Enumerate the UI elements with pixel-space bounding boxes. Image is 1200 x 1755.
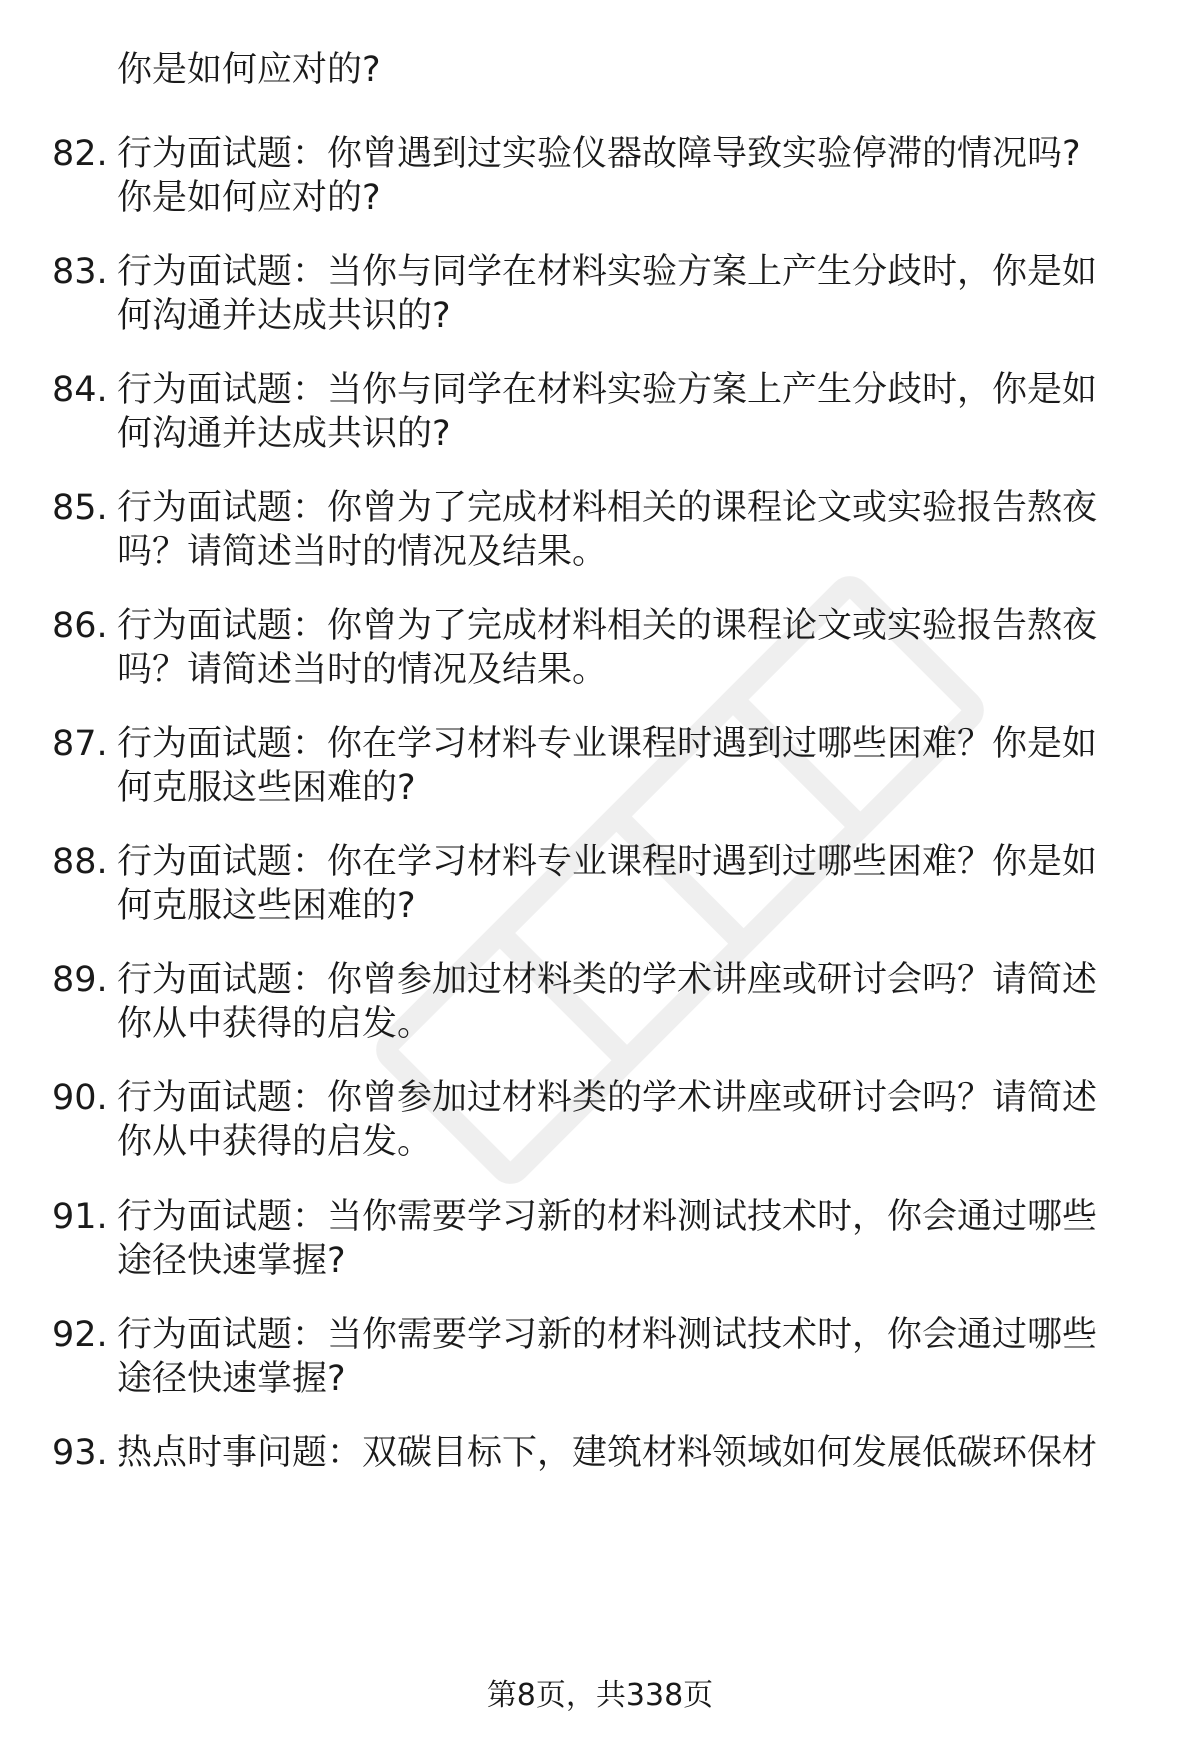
item-number: 89. xyxy=(52,960,108,1000)
page-footer: 第8页，共338页 xyxy=(486,1678,714,1713)
item-text-line: 行为面试题：你在学习材料专业课程时遇到过哪些困难？你是如 xyxy=(117,842,1098,882)
item-number: 92. xyxy=(52,1315,108,1355)
item-text-line: 行为面试题：你在学习材料专业课程时遇到过哪些困难？你是如 xyxy=(117,724,1098,764)
item-text-line: 行为面试题：当你与同学在材料实验方案上产生分歧时，你是如 xyxy=(117,370,1098,410)
item-number: 91. xyxy=(52,1197,108,1237)
item-text-line: 何沟通并达成共识的? xyxy=(117,414,451,454)
item-text-line: 行为面试题：你曾为了完成材料相关的课程论文或实验报告熬夜 xyxy=(117,488,1098,528)
item-text-line: 吗？请简述当时的情况及结果。 xyxy=(117,532,608,572)
item-number: 82. xyxy=(52,134,108,174)
item-text-line: 你从中获得的启发。 xyxy=(117,1122,433,1162)
item-number: 83. xyxy=(52,252,108,292)
item-text-line: 行为面试题：你曾为了完成材料相关的课程论文或实验报告熬夜 xyxy=(117,606,1098,646)
item-text-line: 你是如何应对的? xyxy=(117,50,381,90)
item-number: 90. xyxy=(52,1078,108,1118)
item-text-line: 行为面试题：当你与同学在材料实验方案上产生分歧时，你是如 xyxy=(117,252,1098,292)
item-number: 93. xyxy=(52,1433,108,1473)
item-text-line: 你是如何应对的? xyxy=(117,178,381,218)
item-text-line: 途径快速掌握? xyxy=(117,1359,346,1399)
item-text-line: 你从中获得的启发。 xyxy=(117,1004,433,1044)
item-text-line: 何沟通并达成共识的? xyxy=(117,296,451,336)
item-text-line: 行为面试题：当你需要学习新的材料测试技术时，你会通过哪些 xyxy=(117,1315,1098,1355)
item-text-line: 行为面试题：你曾遇到过实验仪器故障导致实验停滞的情况吗? xyxy=(117,134,1081,174)
item-text-line: 何克服这些困难的? xyxy=(117,886,416,926)
item-number: 86. xyxy=(52,606,108,646)
item-text-line: 行为面试题：你曾参加过材料类的学术讲座或研讨会吗？请简述 xyxy=(117,1078,1098,1118)
item-number: 84. xyxy=(52,370,108,410)
item-number: 85. xyxy=(52,488,108,528)
item-text-line: 何克服这些困难的? xyxy=(117,768,416,808)
item-text-line: 吗？请简述当时的情况及结果。 xyxy=(117,650,608,690)
item-text-line: 行为面试题：你曾参加过材料类的学术讲座或研讨会吗？请简述 xyxy=(117,960,1098,1000)
item-text-line: 行为面试题：当你需要学习新的材料测试技术时，你会通过哪些 xyxy=(117,1197,1098,1237)
item-number: 88. xyxy=(52,842,108,882)
item-text-line: 途径快速掌握? xyxy=(117,1241,346,1281)
item-number: 87. xyxy=(52,724,108,764)
item-text-line: 热点时事问题：双碳目标下，建筑材料领域如何发展低碳环保材 xyxy=(117,1433,1098,1473)
